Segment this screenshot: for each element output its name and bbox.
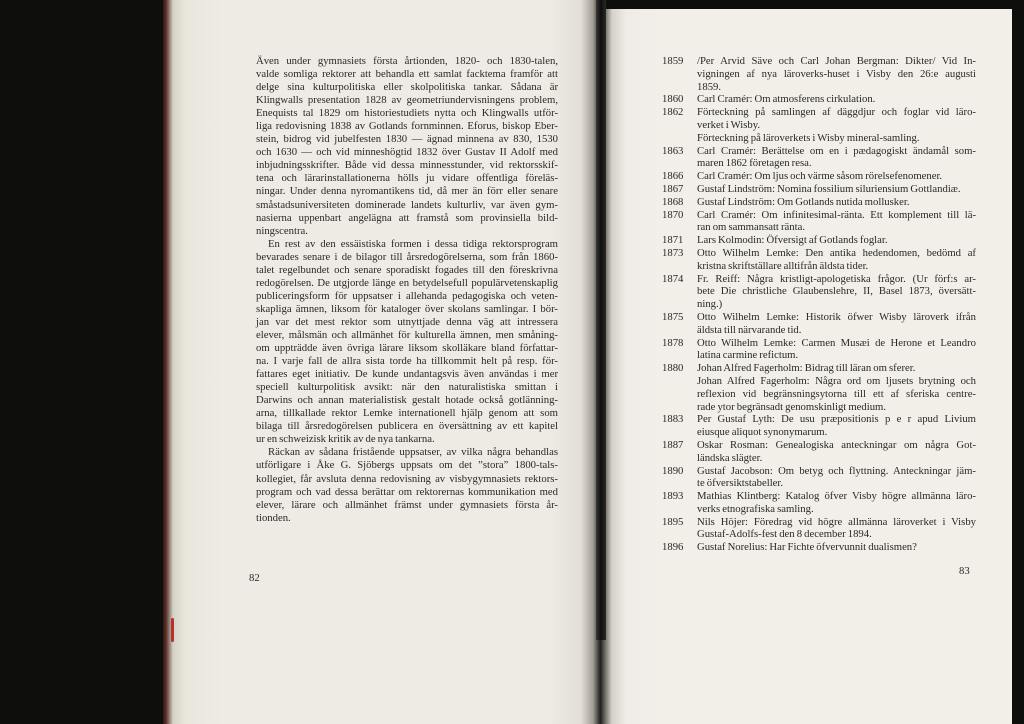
text-line: publiceringsform för uppsatser i allehanda pedagogiska och veten-	[256, 289, 558, 302]
text-line: Gustaf Lindström: Om Gotlands nutida mollusker.	[697, 195, 910, 208]
entry-year: 1866	[662, 170, 684, 183]
text-line: Enequists tal 1829 om historiestudiets nytta och Klingwalls utför-	[256, 107, 558, 120]
text-line: Fr. Reiff: Några kristligt-apologetiska frågor. (Ur förf:s ar-	[697, 272, 976, 285]
text-line: Johan Alfred Fagerholm: Några ord om ljusets brytning och	[697, 374, 976, 387]
list-item	[662, 234, 976, 247]
list-item	[662, 145, 976, 171]
list-item	[662, 247, 976, 273]
text-line: valde somliga rektorer att behandla ett samlat facktema framför att	[256, 68, 558, 81]
list-item	[662, 106, 976, 144]
text-line: ur en schweizisk kritik av de nya tankarna.	[256, 433, 435, 446]
text-line: Gustaf Jacobson: Om betyg och flyttning. Anteckningar jäm-	[697, 464, 976, 477]
text-line: Oskar Rosman: Genealogiska anteckningar om några Got-	[697, 438, 976, 451]
text-line: ningar. Under denna nyromantikens tid, då mer än förr eller senare	[256, 185, 558, 198]
text-line: Darwins och annan materialistisk gestalt hotade också gotlänning-	[256, 394, 558, 407]
red-mark	[171, 618, 174, 642]
text-line: Carl Cramér: Om ljus och värme såsom rörelsefenomener.	[697, 170, 943, 183]
list-item	[662, 183, 976, 196]
text-line: vigningen af nya läroverks-huset i Visby den 26:e augusti	[697, 67, 976, 80]
entry-year: 1868	[662, 195, 684, 208]
text-line: delge sina kulturpolitiska eller skolpolitiska tankar. Sådana är	[256, 81, 558, 94]
entry-year: 1880	[662, 362, 684, 375]
text-line: Otto Wilhelm Lemke: Historik öfwer Wisby läroverk ifrån	[697, 310, 976, 323]
text-line: Räckan av sådana fristående uppsatser, av vilka några behandlas	[268, 446, 558, 459]
text-line: inbjudningsskrifter. Både vid dessa minnesstunder, vid rektorsskif-	[256, 159, 558, 172]
text-line: ran om sammansatt ränta.	[697, 221, 806, 234]
text-line: Carl Cramér: Om atmosferens cirkulation.	[697, 93, 876, 106]
entry-year: 1887	[662, 438, 684, 451]
text-line: Gustaf-Adolfs-fest den 8 december 1894.	[697, 528, 872, 541]
list-item	[662, 311, 976, 337]
text-line: elever, lärare och allmänhet främst under gymnasiets första år-	[256, 498, 558, 511]
text-line: latina carmine refictum.	[697, 349, 799, 362]
text-line: Förteckning på samlingen af däggdjur och foglar vid läro-	[697, 106, 976, 119]
list-item	[662, 490, 976, 516]
entry-year: 1871	[662, 234, 684, 247]
text-line: te öfversiktstabeller.	[697, 477, 784, 490]
text-line: kollegiet, får avsluta denna redovisning av visbygymnasiets rektors-	[256, 472, 558, 485]
text-line: 1859.	[697, 80, 722, 93]
text-line: verket i Wisby.	[697, 118, 761, 131]
text-line: redogörelsen. De utgjorde länge en betydelsefull populärvetenskaplig	[256, 276, 558, 289]
page-number: 82	[249, 572, 260, 584]
entry-year: 1890	[662, 464, 684, 477]
publication-list	[662, 55, 976, 554]
list-item	[662, 209, 976, 235]
text-line: bete Die christliche Glaubenslehre, II, Basel 1873, översätt-	[697, 285, 976, 298]
list-item	[662, 170, 976, 183]
text-line: bevarades senare i de bilagor till årsredogörelserna, som från 1860-	[256, 250, 558, 263]
entry-year: 1895	[662, 515, 684, 528]
entry-year: 1862	[662, 106, 684, 119]
paragraph	[256, 55, 558, 238]
text-line: elever, målsmän och allmänhet för kulturella ämnen, men småning-	[256, 328, 558, 341]
text-line: Klingwalls presentation 1828 av geometriundervisningens problem,	[256, 94, 558, 107]
list-item	[662, 93, 976, 106]
list-item	[662, 413, 976, 439]
entry-year: 1893	[662, 490, 684, 503]
text-line: Otto Wilhelm Lemke: Den antika hedendomen, bedömd af	[697, 246, 976, 259]
page-number: 83	[959, 565, 970, 577]
text-line: utförligare i Åke G. Sjöbergs uppsats om det ”stora” 1800-tals-	[256, 459, 558, 472]
text-line: na. I varje fall de allra sista torde ha tillkommit helt på resp. för-	[256, 355, 558, 368]
text-line: tena och lärarinstallationerna hölls ju vidare offentliga föreläs-	[256, 172, 558, 185]
text-line: kristna skriftställare alltifrån äldsta tider.	[697, 259, 869, 272]
entry-year: 1874	[662, 272, 684, 285]
entry-year: 1878	[662, 336, 684, 349]
text-line: fattares eget initiativ. De kunde undantagsvis även användas i mer	[256, 368, 558, 381]
text-line: ningscentra.	[256, 224, 308, 237]
text-line: reflexion vid begränsningsytorna till ett af sferiska centre-	[697, 387, 976, 400]
text-line: tionden.	[256, 511, 291, 524]
text-line: Lars Kolmodin: Öfversigt af Gotlands foglar.	[697, 234, 888, 247]
text-line: Gustaf Lindström: Nomina fossilium siluriensium Gottlandiæ.	[697, 182, 961, 195]
entry-year: 1863	[662, 144, 684, 157]
text-line: och 1630 — och vid minneshögtid 1832 över Gustav II Adolf med	[256, 146, 558, 159]
text-line: En rest av den essäistiska formen i dessa tidiga rektorsprogram	[268, 237, 558, 250]
entry-year: 1860	[662, 93, 684, 106]
list-item	[662, 273, 976, 311]
text-line: arna, tillkallade rektor Lemke internationell hjälp genom att som	[256, 407, 558, 420]
list-item	[662, 439, 976, 465]
entry-year: 1873	[662, 246, 684, 259]
text-line: ning.)	[697, 298, 723, 311]
entry-year: 1896	[662, 541, 684, 554]
text-line: verks etnografiska samling.	[697, 502, 814, 515]
list-item	[662, 362, 976, 413]
paragraph	[256, 238, 558, 447]
text-line: rade ytor begränsadt genomskinligt medium.	[697, 400, 887, 413]
text-line: jan var det mest rektor som utnyttjade denna väg att intressera	[256, 315, 558, 328]
text-line: Även under gymnasiets första årtionden, 1820- och 1830-talen,	[256, 55, 558, 67]
entry-year: 1867	[662, 182, 684, 195]
text-line: talet regelbundet och senare sporadiskt fogades till den föreskrivna	[256, 263, 558, 276]
text-line: speciell kulturpolitisk avsikt: när den naturalistiska smittan i	[256, 381, 558, 394]
entry-year: 1875	[662, 310, 684, 323]
text-line: småstadsuniversiteten dominerade landets kulturliv, var även gym-	[256, 198, 558, 211]
text-line: bilaga till årsredogörelsen publicera en översättning av ett kapitel	[256, 420, 558, 433]
text-line: Otto Wilhelm Lemke: Carmen Musæi de Herone et Leandro	[697, 336, 976, 349]
entry-year: 1883	[662, 413, 684, 426]
text-line: /Per Arvid Säve och Carl Johan Bergman: Dikter/ Vid In-	[697, 55, 976, 67]
list-item	[662, 541, 976, 554]
list-item	[662, 337, 976, 363]
text-line: skapliga ämnen, liksom för kataloger över skolans samlingar. I bör-	[256, 302, 558, 315]
list-item	[662, 55, 976, 93]
list-item	[662, 516, 976, 542]
text-line: Carl Cramér: Berättelse om en i pædagogiskt ändamål som-	[697, 144, 976, 157]
text-line: Nils Höjer: Föredrag vid högre allmänna läroverket i Visby	[697, 515, 976, 528]
text-line: Förteckning på läroverkets i Wisby mineral-samling.	[697, 131, 920, 144]
text-line: Carl Cramér: Om infinitesimal-ränta. Ett komplement till lä-	[697, 208, 976, 221]
entry-year: 1870	[662, 208, 684, 221]
text-line: stein, bidrog vid jubelfesten 1830 — ägnad minnena av 830, 1530	[256, 133, 558, 146]
book-gutter	[596, 0, 606, 640]
paragraph	[256, 446, 558, 524]
text-line: Mathias Klintberg: Katalog öfver Visby högre allmänna läro-	[697, 490, 976, 503]
text-line: om uppträdde även övriga lärare liksom skolläkare bland författar-	[256, 342, 558, 355]
text-line: äldsta till närvarande tid.	[697, 323, 802, 336]
text-line: Per Gustaf Lyth: De usu præpositionis p e r apud Livium	[697, 413, 976, 426]
text-line: eiusque aliquot synonymarum.	[697, 426, 828, 439]
text-line: ländska slägter.	[697, 451, 763, 464]
list-item	[662, 196, 976, 209]
text-line: program och vad dessa berättar om rektorernas kommunikation med	[256, 485, 558, 498]
text-line: liga redovisning 1838 av Gotlands fornminnen. Eforus, biskop Eber-	[256, 120, 558, 133]
text-line: maren 1862 företagen resa.	[697, 157, 812, 170]
text-line: Johan Alfred Fagerholm: Bidrag till läran om sferer.	[697, 362, 916, 375]
text-line: Gustaf Norelius: Har Fichte öfvervunnit dualismen?	[697, 541, 917, 554]
left-page-body	[256, 55, 558, 525]
entry-year: 1859	[662, 55, 684, 67]
text-line: nasierna uppenbart angelägna att framstå som provinsiella bild-	[256, 211, 558, 224]
list-item	[662, 465, 976, 491]
